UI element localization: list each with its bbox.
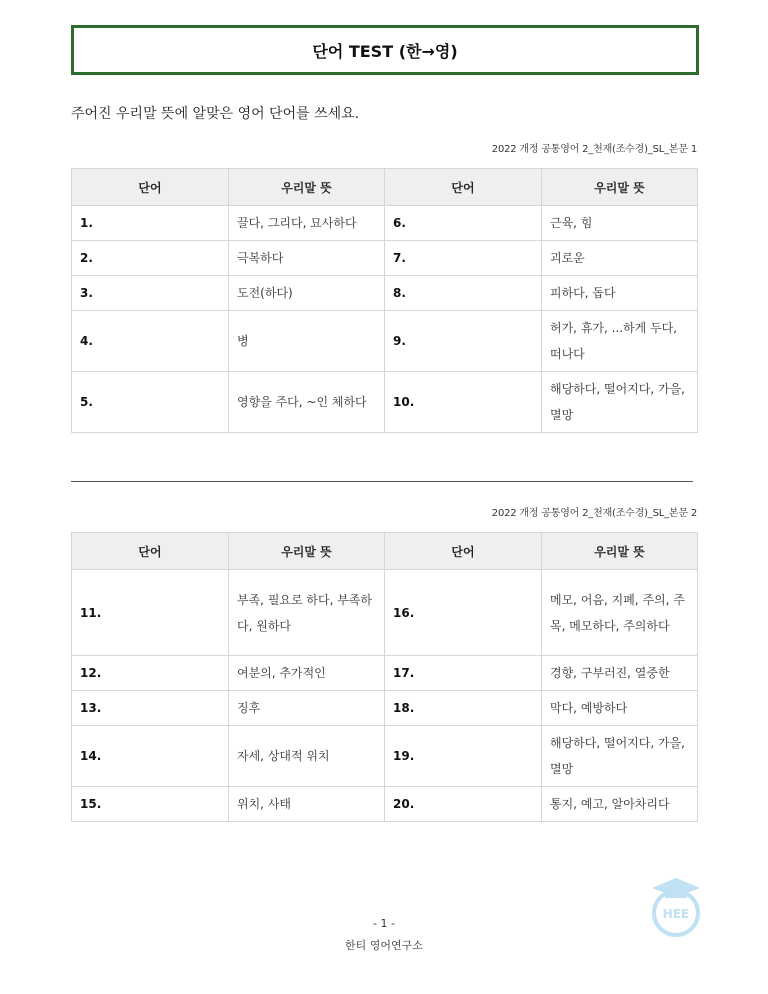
page-number: - 1 - bbox=[373, 917, 395, 930]
meaning-cell: 해당하다, 떨어지다, 가을, 멸망 bbox=[542, 372, 698, 433]
table-row bbox=[72, 787, 698, 822]
table-row bbox=[72, 372, 698, 433]
table-row bbox=[72, 726, 698, 787]
meaning-cell: 메모, 어음, 지폐, 주의, 주목, 메모하다, 주의하다 bbox=[542, 570, 698, 656]
word-answer-cell[interactable]: 1. bbox=[72, 206, 229, 241]
table-row bbox=[72, 311, 698, 372]
word-answer-cell[interactable]: 16. bbox=[385, 570, 542, 656]
word-answer-cell[interactable]: 8. bbox=[385, 276, 542, 311]
meaning-cell: 막다, 예방하다 bbox=[542, 691, 698, 726]
word-answer-cell[interactable]: 12. bbox=[72, 656, 229, 691]
logo-text: HEE bbox=[662, 907, 690, 921]
meaning-cell: 극복하다 bbox=[229, 241, 385, 276]
meaning-cell: 경향, 구부러진, 열중한 bbox=[542, 656, 698, 691]
word-answer-cell[interactable]: 13. bbox=[72, 691, 229, 726]
word-answer-cell[interactable]: 7. bbox=[385, 241, 542, 276]
table-row bbox=[72, 276, 698, 311]
meaning-cell: 끌다, 그리다, 묘사하다 bbox=[229, 206, 385, 241]
meaning-cell: 괴로운 bbox=[542, 241, 698, 276]
header-meaning: 우리말 뜻 bbox=[542, 533, 698, 570]
footer-org: 한티 영어연구소 bbox=[345, 939, 423, 952]
table-row bbox=[72, 206, 698, 241]
header-meaning: 우리말 뜻 bbox=[542, 169, 698, 206]
meaning-cell: 피하다, 돕다 bbox=[542, 276, 698, 311]
word-answer-cell[interactable]: 10. bbox=[385, 372, 542, 433]
meaning-cell: 부족, 필요로 하다, 부족하다, 원하다 bbox=[229, 570, 385, 656]
meaning-cell: 도전(하다) bbox=[229, 276, 385, 311]
meaning-cell: 징후 bbox=[229, 691, 385, 726]
word-answer-cell[interactable]: 4. bbox=[72, 311, 229, 372]
title-box bbox=[71, 25, 699, 75]
vocab-table-2 bbox=[71, 532, 698, 822]
table-header-row bbox=[72, 533, 698, 570]
source-label-1: 2022 개정 공통영어 2_천재(조수경)_SL_본문 1 bbox=[491, 144, 697, 155]
header-word: 단어 bbox=[72, 169, 229, 206]
meaning-cell: 위치, 사태 bbox=[229, 787, 385, 822]
header-meaning: 우리말 뜻 bbox=[229, 169, 385, 206]
table-row bbox=[72, 241, 698, 276]
meaning-cell: 영향을 주다, ~인 체하다 bbox=[229, 372, 385, 433]
header-word: 단어 bbox=[385, 533, 542, 570]
table-row bbox=[72, 570, 698, 656]
word-answer-cell[interactable]: 19. bbox=[385, 726, 542, 787]
word-answer-cell[interactable]: 3. bbox=[72, 276, 229, 311]
meaning-cell: 해당하다, 떨어지다, 가을, 멸망 bbox=[542, 726, 698, 787]
word-answer-cell[interactable]: 11. bbox=[72, 570, 229, 656]
word-answer-cell[interactable]: 14. bbox=[72, 726, 229, 787]
page-title: 단어 TEST (한→영) bbox=[312, 41, 458, 61]
word-answer-cell[interactable]: 5. bbox=[72, 372, 229, 433]
meaning-cell: 여분의, 추가적인 bbox=[229, 656, 385, 691]
source-label-2: 2022 개정 공통영어 2_천재(조수경)_SL_본문 2 bbox=[491, 508, 697, 519]
meaning-cell: 병 bbox=[229, 311, 385, 372]
vocab-table-1 bbox=[71, 168, 698, 433]
meaning-cell: 근육, 힘 bbox=[542, 206, 698, 241]
word-answer-cell[interactable]: 18. bbox=[385, 691, 542, 726]
meaning-cell: 자세, 상대적 위치 bbox=[229, 726, 385, 787]
word-answer-cell[interactable]: 6. bbox=[385, 206, 542, 241]
watermark-logo bbox=[648, 876, 704, 938]
meaning-cell: 허가, 휴가, ...하게 두다, 떠나다 bbox=[542, 311, 698, 372]
word-answer-cell[interactable]: 2. bbox=[72, 241, 229, 276]
header-meaning: 우리말 뜻 bbox=[229, 533, 385, 570]
table-row bbox=[72, 656, 698, 691]
section-divider bbox=[71, 481, 693, 482]
word-answer-cell[interactable]: 20. bbox=[385, 787, 542, 822]
graduation-cap-icon bbox=[652, 878, 700, 898]
header-word: 단어 bbox=[385, 169, 542, 206]
instruction-text: 주어진 우리말 뜻에 알맞은 영어 단어를 쓰세요. bbox=[71, 106, 360, 122]
word-answer-cell[interactable]: 9. bbox=[385, 311, 542, 372]
word-answer-cell[interactable]: 17. bbox=[385, 656, 542, 691]
word-answer-cell[interactable]: 15. bbox=[72, 787, 229, 822]
header-word: 단어 bbox=[72, 533, 229, 570]
table-header-row bbox=[72, 169, 698, 206]
table-row bbox=[72, 691, 698, 726]
meaning-cell: 통지, 예고, 알아차리다 bbox=[542, 787, 698, 822]
